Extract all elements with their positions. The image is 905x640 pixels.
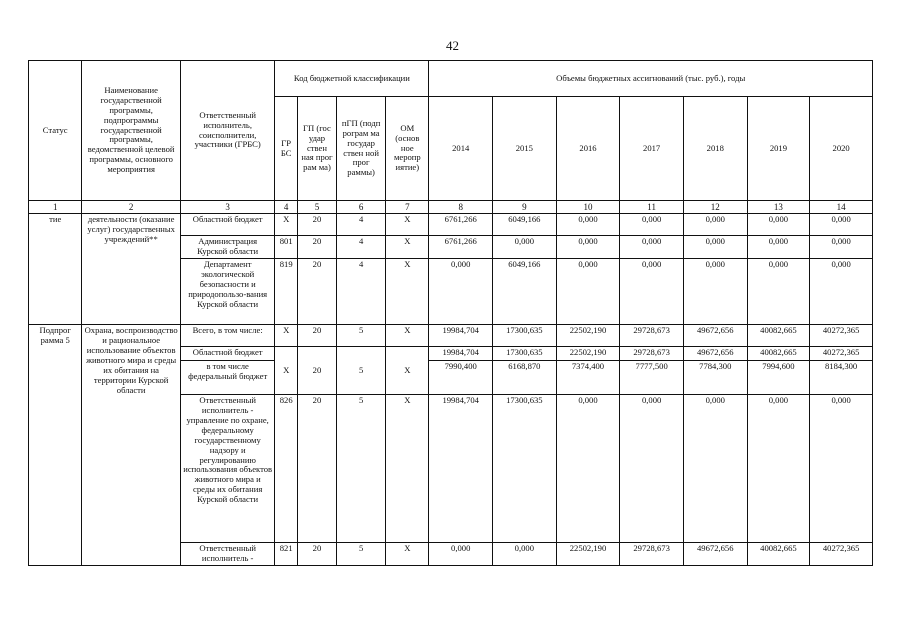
value-cell: 6761,266 xyxy=(429,236,493,259)
header-year: 2017 xyxy=(620,97,684,201)
column-number: 6 xyxy=(336,201,385,214)
value-cell: 29728,673 xyxy=(620,325,684,347)
grbs-cell: Х xyxy=(275,214,298,236)
value-cell: 29728,673 xyxy=(620,347,684,361)
gp-cell: 20 xyxy=(297,543,336,566)
value-cell: 0,000 xyxy=(683,259,747,325)
value-cell: 0,000 xyxy=(620,395,684,543)
table-row xyxy=(29,325,873,347)
table-row xyxy=(29,214,873,236)
value-cell: 0,000 xyxy=(747,259,810,325)
value-cell: 0,000 xyxy=(810,259,873,325)
value-cell: 0,000 xyxy=(810,236,873,259)
header-om: ОМ (основ ное меропр иятие) xyxy=(386,97,429,201)
column-number: 14 xyxy=(810,201,873,214)
value-cell: 0,000 xyxy=(747,395,810,543)
gp-cell: 20 xyxy=(297,214,336,236)
om-cell: Х xyxy=(386,395,429,543)
pgp-cell: 4 xyxy=(336,214,385,236)
responsible-cell: Департамент экологической безопасности и природопользо-вания Курской области xyxy=(180,259,274,325)
column-number: 3 xyxy=(180,201,274,214)
status-cell: тие xyxy=(29,214,82,325)
gp-cell: 20 xyxy=(297,347,336,395)
header-year: 2016 xyxy=(556,97,620,201)
value-cell: 0,000 xyxy=(683,236,747,259)
column-number: 2 xyxy=(82,201,181,214)
grbs-cell: Х xyxy=(275,347,298,395)
value-cell: 7994,600 xyxy=(747,361,810,395)
name-cell: деятельности (оказание услуг) государственных учреждений** xyxy=(82,214,181,325)
value-cell: 8184,300 xyxy=(810,361,873,395)
value-cell: 19984,704 xyxy=(429,347,493,361)
header-pgp: пГП (подп рограм ма государ ствен ной прог раммы) xyxy=(336,97,385,201)
value-cell: 0,000 xyxy=(620,259,684,325)
value-cell: 22502,190 xyxy=(556,543,620,566)
value-cell: 0,000 xyxy=(493,543,557,566)
header-year: 2014 xyxy=(429,97,493,201)
column-number: 7 xyxy=(386,201,429,214)
name-cell: Охрана, воспроизводство и рациональное использование объектов животного мира и среды их обитания на территории Курской области xyxy=(82,325,181,566)
value-cell: 0,000 xyxy=(683,395,747,543)
gp-cell: 20 xyxy=(297,236,336,259)
grbs-cell: 819 xyxy=(275,259,298,325)
responsible-cell: Ответственный исполнитель - управление по охране, федеральному государственному надзору и регулированию использования объектов животного мира и среды их обитания Курской области xyxy=(180,395,274,543)
om-cell: Х xyxy=(386,325,429,347)
responsible-cell: Областной бюджет xyxy=(180,214,274,236)
value-cell: 0,000 xyxy=(556,395,620,543)
value-cell: 0,000 xyxy=(493,236,557,259)
responsible-cell: Всего, в том числе: xyxy=(180,325,274,347)
value-cell: 0,000 xyxy=(620,236,684,259)
header-year: 2015 xyxy=(493,97,557,201)
column-number: 4 xyxy=(275,201,298,214)
header-status: Статус xyxy=(29,61,82,201)
header-grbs: ГР БС xyxy=(275,97,298,201)
header-budget-volumes: Объемы бюджетных ассигнований (тыс. руб.), годы xyxy=(429,61,873,97)
column-number: 8 xyxy=(429,201,493,214)
value-cell: 22502,190 xyxy=(556,325,620,347)
value-cell: 0,000 xyxy=(810,214,873,236)
pgp-cell: 4 xyxy=(336,259,385,325)
gp-cell: 20 xyxy=(297,259,336,325)
column-number: 13 xyxy=(747,201,810,214)
value-cell: 29728,673 xyxy=(620,543,684,566)
column-number: 9 xyxy=(493,201,557,214)
value-cell: 0,000 xyxy=(429,259,493,325)
value-cell: 22502,190 xyxy=(556,347,620,361)
grbs-cell: 826 xyxy=(275,395,298,543)
value-cell: 7784,300 xyxy=(683,361,747,395)
value-cell: 49672,656 xyxy=(683,347,747,361)
value-cell: 19984,704 xyxy=(429,395,493,543)
responsible-cell: Областной бюджет xyxy=(180,347,274,361)
header-year: 2020 xyxy=(810,97,873,201)
value-cell: 40272,365 xyxy=(810,347,873,361)
om-cell: Х xyxy=(386,259,429,325)
value-cell: 0,000 xyxy=(556,236,620,259)
value-cell: 7990,400 xyxy=(429,361,493,395)
responsible-cell: Ответственный исполнитель - xyxy=(180,543,274,566)
value-cell: 6049,166 xyxy=(493,259,557,325)
column-number: 1 xyxy=(29,201,82,214)
responsible-cell: Администрация Курской области xyxy=(180,236,274,259)
value-cell: 0,000 xyxy=(556,259,620,325)
header-gp: ГП (гос удар ствен ная прог рам ма) xyxy=(297,97,336,201)
om-cell: Х xyxy=(386,214,429,236)
gp-cell: 20 xyxy=(297,395,336,543)
budget-table xyxy=(28,60,873,566)
value-cell: 40272,365 xyxy=(810,325,873,347)
value-cell: 0,000 xyxy=(747,236,810,259)
header-year: 2018 xyxy=(683,97,747,201)
value-cell: 17300,635 xyxy=(493,395,557,543)
om-cell: Х xyxy=(386,543,429,566)
value-cell: 0,000 xyxy=(556,214,620,236)
grbs-cell: 821 xyxy=(275,543,298,566)
value-cell: 0,000 xyxy=(429,543,493,566)
pgp-cell: 5 xyxy=(336,325,385,347)
value-cell: 6168,870 xyxy=(493,361,557,395)
value-cell: 49672,656 xyxy=(683,543,747,566)
value-cell: 0,000 xyxy=(810,395,873,543)
header-name: Наименование государственной программы, подпрограммы государственной программы, ведомственной целевой программы, основного мероприятия xyxy=(82,61,181,201)
gp-cell: 20 xyxy=(297,325,336,347)
pgp-cell: 5 xyxy=(336,543,385,566)
column-number: 11 xyxy=(620,201,684,214)
om-cell: Х xyxy=(386,347,429,395)
pgp-cell: 5 xyxy=(336,347,385,395)
responsible-cell: в том числе федеральный бюджет xyxy=(180,361,274,395)
column-number: 10 xyxy=(556,201,620,214)
value-cell: 0,000 xyxy=(620,214,684,236)
value-cell: 40082,665 xyxy=(747,543,810,566)
column-number-row xyxy=(29,201,873,214)
status-cell: Подпрог рамма 5 xyxy=(29,325,82,566)
pgp-cell: 4 xyxy=(336,236,385,259)
value-cell: 40272,365 xyxy=(810,543,873,566)
pgp-cell: 5 xyxy=(336,395,385,543)
value-cell: 19984,704 xyxy=(429,325,493,347)
value-cell: 49672,656 xyxy=(683,325,747,347)
header-year: 2019 xyxy=(747,97,810,201)
value-cell: 6049,166 xyxy=(493,214,557,236)
grbs-cell: Х xyxy=(275,325,298,347)
value-cell: 17300,635 xyxy=(493,325,557,347)
value-cell: 7374,400 xyxy=(556,361,620,395)
value-cell: 40082,665 xyxy=(747,325,810,347)
value-cell: 40082,665 xyxy=(747,347,810,361)
grbs-cell: 801 xyxy=(275,236,298,259)
om-cell: Х xyxy=(386,236,429,259)
value-cell: 6761,266 xyxy=(429,214,493,236)
header-responsible: Ответственный исполнитель, соисполнители, участники (ГРБС) xyxy=(180,61,274,201)
column-number: 5 xyxy=(297,201,336,214)
value-cell: 17300,635 xyxy=(493,347,557,361)
value-cell: 0,000 xyxy=(683,214,747,236)
page-number: 42 xyxy=(446,38,459,53)
column-number: 12 xyxy=(683,201,747,214)
value-cell: 7777,500 xyxy=(620,361,684,395)
header-budget-classification: Код бюджетной классификации xyxy=(275,61,429,97)
value-cell: 0,000 xyxy=(747,214,810,236)
